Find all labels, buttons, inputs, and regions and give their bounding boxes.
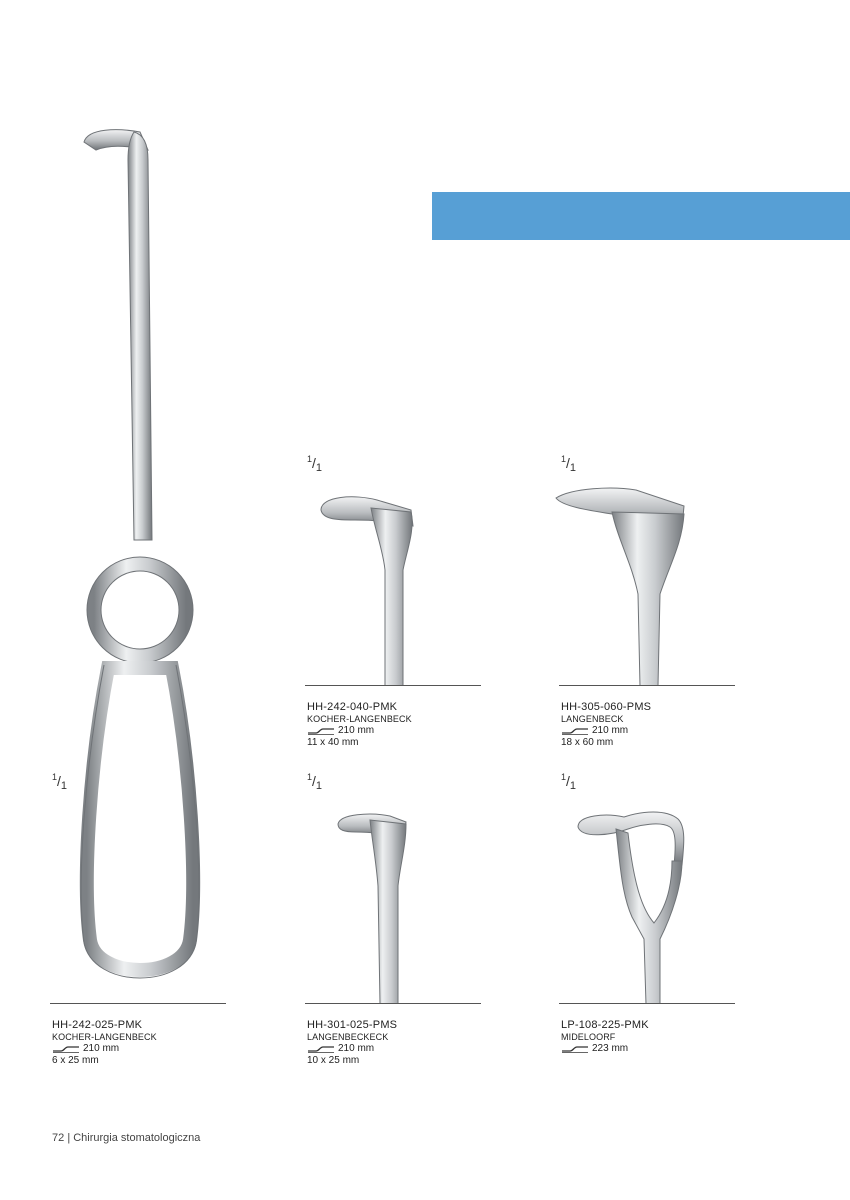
product-size: 11 x 40 mm (307, 736, 359, 748)
langenbeck-25-retractor-image (330, 810, 420, 1004)
product-caption (561, 1020, 649, 1055)
product-size: 10 x 25 mm (307, 1054, 360, 1066)
retractor-profile-icon (307, 727, 335, 735)
product-code: HH-305-060-PMS (561, 701, 652, 713)
product-length-row (307, 725, 412, 737)
product-name: KOCHER-LANGENBECK (307, 713, 412, 724)
product-length: 210 mm (592, 725, 629, 736)
product-size: 6 x 25 mm (52, 1054, 99, 1066)
product-caption (307, 702, 412, 748)
product-code: HH-242-025-PMK (52, 1019, 143, 1031)
product-code: LP-108-225-PMK (561, 1019, 649, 1031)
retractor-profile-icon (561, 1045, 589, 1053)
baseline-divider (50, 1003, 226, 1004)
scale-indicator: $^1/_1$ (307, 454, 323, 474)
product-name: MIDELOORF (561, 1031, 616, 1042)
mideloorf-retractor-image (572, 805, 696, 1004)
page-footer (52, 1132, 200, 1144)
langenbeck-60-retractor-image (552, 484, 692, 686)
kocher-langenbeck-40-retractor-image (315, 490, 425, 686)
product-name: LANGENBECKECK (307, 1031, 389, 1042)
scale-indicator: $^1/_1$ (561, 772, 577, 792)
product-caption (307, 1020, 397, 1066)
footer-separator: | (67, 1132, 71, 1144)
product-caption (561, 702, 651, 748)
product-code: HH-242-040-PMK (307, 701, 398, 713)
product-length-row (561, 1043, 649, 1055)
baseline-divider (305, 685, 481, 686)
retractor-profile-icon (52, 1045, 80, 1053)
retractor-profile-icon (561, 727, 589, 735)
product-length: 210 mm (338, 725, 375, 736)
product-length-row (307, 1043, 397, 1055)
section-title: Chirurgia stomatologiczna (73, 1132, 201, 1144)
product-caption (52, 1020, 157, 1066)
product-length-row (561, 725, 651, 737)
product-length-row (52, 1043, 157, 1055)
product-length: 223 mm (592, 1043, 629, 1054)
baseline-divider (305, 1003, 481, 1004)
accent-bar (432, 192, 850, 240)
scale-indicator: $^1/_1$ (561, 454, 577, 474)
baseline-divider (559, 1003, 735, 1004)
page-number: 72 (52, 1132, 65, 1144)
retractor-profile-icon (307, 1045, 335, 1053)
product-length: 210 mm (338, 1043, 375, 1054)
baseline-divider (559, 685, 735, 686)
product-length: 210 mm (83, 1043, 120, 1054)
product-code: HH-301-025-PMS (307, 1019, 398, 1031)
product-name: KOCHER-LANGENBECK (52, 1031, 157, 1042)
kocher-langenbeck-large-retractor-image (60, 120, 230, 1000)
product-size: 18 x 60 mm (561, 736, 614, 748)
scale-indicator: $^1/_1$ (307, 772, 323, 792)
product-name: LANGENBECK (561, 713, 624, 724)
scale-indicator: $^1/_1$ (52, 772, 68, 792)
